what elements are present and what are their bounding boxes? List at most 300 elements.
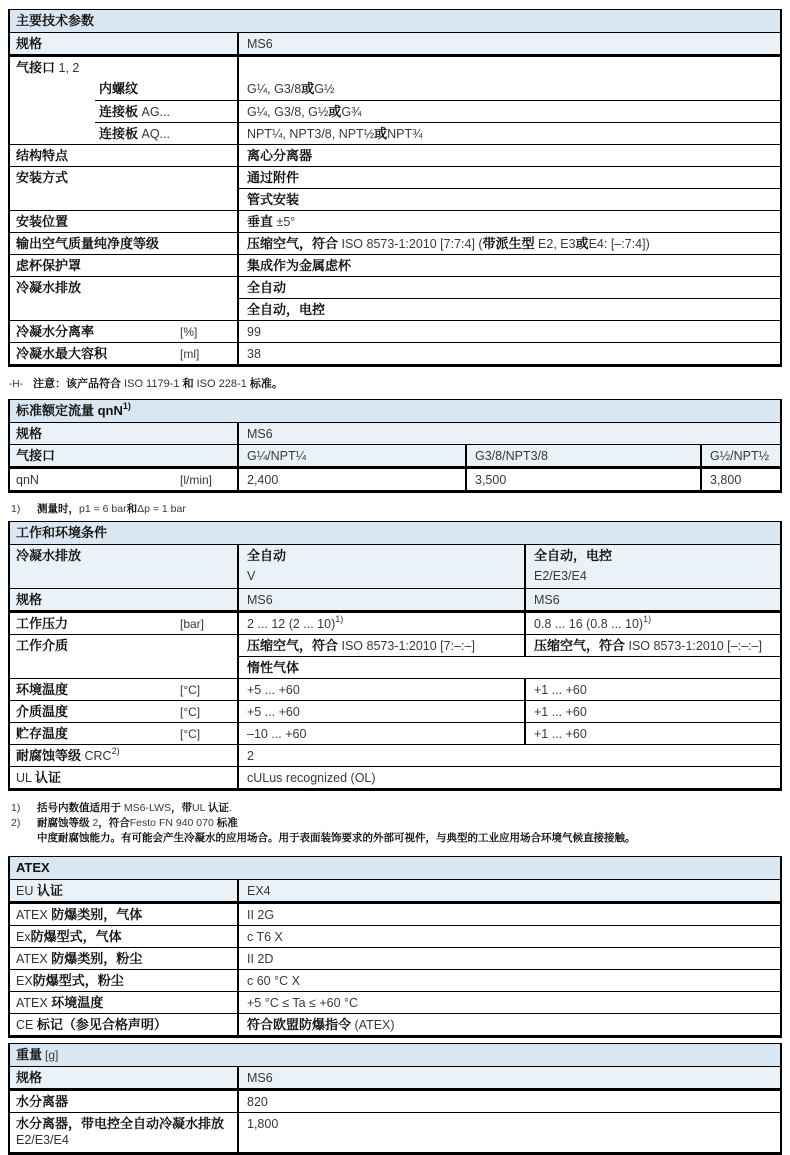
row-label: [95, 78, 237, 100]
latin-text-run: UL: [16, 771, 35, 785]
footnote-text: [37, 801, 232, 816]
section-title: [10, 400, 780, 422]
row-label-text: [16, 347, 107, 361]
value-text: –10 ... +60: [247, 727, 307, 741]
cjk-text-run: 通过附件: [247, 170, 300, 185]
value-cell: [237, 57, 780, 78]
cjk-text-run: 惰性气体: [247, 660, 300, 675]
value-cell: [524, 613, 780, 634]
cjk-text-run: 耐腐蚀等级: [37, 817, 90, 829]
cjk-text-run: 结构特点: [16, 148, 69, 163]
section-title-text: 工作和环境条件: [16, 525, 108, 540]
table-row: [10, 298, 780, 320]
cjk-text-run: 规格: [16, 1070, 43, 1085]
value-cell: [237, 613, 524, 634]
cjk-text-run: 和: [126, 503, 138, 515]
table-row: [10, 1088, 780, 1112]
value-cell: [237, 188, 780, 210]
cjk-text-run: 耐腐蚀等级: [16, 748, 82, 763]
row-label: [10, 445, 237, 466]
value-text: 2,400: [247, 473, 279, 487]
latin-text-run: ±5°: [273, 215, 296, 229]
value-cell: [700, 469, 780, 490]
row-label-text: [16, 1018, 167, 1032]
table-row: [10, 678, 780, 700]
row-label: [10, 656, 237, 678]
value-text: c 60 °C X: [247, 974, 300, 988]
iso-standards-note: [9, 377, 782, 392]
row-gutter: [10, 122, 95, 144]
row-label: [10, 233, 237, 254]
table-row: [10, 444, 780, 466]
latin-text-run: ISO 8573-1:2010 [7:7:4] (: [338, 237, 483, 251]
footnote-text: [37, 502, 186, 517]
table-row: [10, 610, 780, 634]
row-label: [10, 255, 237, 276]
row-label: [10, 904, 237, 925]
table-row: [10, 656, 780, 678]
table-row: [10, 422, 780, 444]
cjk-text-run: 认证: [35, 770, 62, 785]
table-row: [10, 466, 780, 490]
footnote: [9, 502, 782, 517]
cjk-text-run: 规格: [16, 36, 43, 51]
table-row: [10, 342, 780, 364]
value-text: 38: [247, 347, 261, 361]
row-label: [10, 167, 237, 188]
row-label-text: [16, 639, 68, 653]
table-row: [10, 122, 780, 144]
latin-text-run: AG...: [138, 105, 170, 119]
cjk-text-run: 防爆型式，粉尘: [32, 973, 124, 988]
table-row: [10, 276, 780, 298]
value-text: G½/NPT½: [710, 449, 770, 463]
value-cell: [237, 948, 780, 969]
value-cell: [237, 701, 524, 722]
cjk-text-run: 气接口: [16, 448, 56, 463]
table-row: [10, 254, 780, 276]
row-label: [10, 277, 237, 298]
table-row: [10, 232, 780, 254]
latin-text-run: Festo FN 940 070: [129, 817, 217, 829]
cjk-text-run: 规格: [16, 426, 43, 441]
cjk-text-run: 认证: [36, 883, 63, 898]
latin-text-run: MS6-LWS: [121, 802, 171, 814]
cjk-text-run: 括号内数值适用于: [37, 802, 121, 814]
section-title-superscript: 1): [122, 400, 131, 411]
unit-label: [ml]: [180, 347, 200, 361]
value-text-line2: E2/E3/E4: [534, 569, 587, 583]
value-text: [247, 171, 299, 185]
row-label: [10, 145, 237, 166]
value-cell: [700, 445, 780, 466]
footnote: [9, 816, 782, 831]
section-title-text: 重量: [16, 1047, 43, 1062]
value-text: 3,800: [710, 473, 742, 487]
row-label-text: [16, 237, 159, 251]
value-text-line2: V: [247, 569, 256, 583]
row-label: [10, 188, 237, 210]
cjk-text-run: 或: [374, 126, 388, 141]
value-cell: [524, 723, 780, 744]
row-label: [10, 992, 237, 1013]
cjk-text-run: 冷凝水最大容积: [16, 346, 108, 361]
table-row: [10, 78, 780, 100]
value-cell: [237, 656, 780, 678]
value-cell: [465, 445, 700, 466]
value-text: 2: [247, 749, 254, 763]
value-cell: [465, 469, 700, 490]
row-label: [10, 745, 237, 766]
latin-text-run: ISO 228-1: [193, 378, 250, 390]
value-text: [247, 127, 423, 141]
value-cell: [237, 635, 524, 656]
table-atex: [8, 856, 782, 1038]
footnote-number: 1): [11, 503, 21, 515]
row-label: [10, 948, 237, 969]
value-text: 2 ... 12 (2 ... 10): [247, 617, 336, 631]
value-text: MS6: [247, 37, 273, 51]
latin-text-run: CE: [16, 1018, 37, 1032]
value-cell: [237, 423, 780, 444]
table-main-specs: [8, 9, 782, 367]
row-label: [10, 211, 237, 232]
unit-label: [°C]: [180, 727, 201, 741]
cjk-text-run: 符合欧盟防爆指令: [247, 1017, 352, 1032]
row-label: [10, 701, 237, 722]
value-text: c T6 X: [247, 930, 283, 944]
footnote: [9, 801, 782, 816]
cjk-text-run: 全自动，电控: [534, 548, 613, 563]
latin-text-run: E2/E3/E4: [16, 1133, 69, 1147]
value-text: [247, 193, 299, 207]
value-cell: [237, 1067, 780, 1088]
table-row: [10, 879, 780, 901]
table-row: [10, 1013, 780, 1035]
cjk-text-run: 和: [182, 378, 194, 390]
row-label: [10, 589, 237, 610]
latin-text-run: EU: [16, 884, 37, 898]
latin-text-run: ISO 8573-1:2010 [7:–:–]: [338, 639, 475, 653]
table-row: [10, 544, 780, 588]
row-label-text: [16, 749, 112, 763]
cjk-text-run: 环境温度: [51, 995, 104, 1010]
row-label-text: [16, 996, 103, 1010]
table-row: [10, 100, 780, 122]
value-cell: [237, 992, 780, 1013]
cjk-text-run: 贮存温度: [16, 726, 69, 741]
cjk-text-run: 或: [575, 236, 589, 251]
unit-label: [°C]: [180, 683, 201, 697]
value-cell: [237, 321, 780, 342]
value-cell: [237, 277, 780, 298]
cjk-text-run: 中度耐腐蚀能力。有可能会产生冷凝水的应用场合。用于表面装饰要求的外部可视件，与典型的工业应用场合环境气候直接接触。: [37, 832, 636, 844]
table-row: [10, 744, 780, 766]
value-text: II 2D: [247, 952, 274, 966]
row-label-text: [16, 727, 68, 741]
cjk-text-run: 连接板: [99, 126, 139, 141]
value-text: II 2G: [247, 908, 275, 922]
row-label-text: [16, 1095, 68, 1109]
row-label: [10, 33, 237, 54]
row-label-text: [16, 593, 42, 607]
latin-text-run: EX: [16, 974, 33, 988]
value-cell: [237, 211, 780, 232]
row-label: [10, 423, 237, 444]
latin-text-run: p1 = 6 bar: [79, 503, 127, 515]
value-text: [247, 82, 334, 96]
latin-text-run: G½: [314, 82, 335, 96]
value-cell: [237, 545, 524, 588]
row-label: [10, 767, 237, 788]
row-label-text: [16, 149, 68, 163]
row-label-text: [99, 82, 138, 96]
value-text: +5 ... +60: [247, 705, 300, 719]
value-cell: [237, 1113, 780, 1152]
row-label: [10, 545, 237, 588]
footnote-text: [37, 816, 238, 831]
row-label-text: [16, 449, 55, 463]
table-operating-conditions: [8, 521, 782, 791]
value-text: MS6: [247, 427, 273, 441]
row-label-text: [16, 974, 124, 988]
row-label-text: [16, 549, 81, 563]
latin-text-run: NPT¾: [387, 127, 423, 141]
row-label-text: [16, 771, 61, 785]
table-row: [10, 320, 780, 342]
cjk-text-run: 工作压力: [16, 616, 69, 631]
value-text: [534, 549, 612, 563]
value-cell: [237, 469, 465, 490]
cjk-text-run: 标准: [216, 817, 238, 829]
table-row: [10, 700, 780, 722]
section-title: [10, 522, 780, 544]
table-row: [10, 925, 780, 947]
table-row: [10, 991, 780, 1013]
row-label: [10, 926, 237, 947]
table-row: [10, 1112, 780, 1152]
section-title-text: ATEX: [16, 860, 50, 875]
cjk-text-run: 水分离器: [16, 1094, 69, 1109]
value-text: MS6: [247, 1071, 273, 1085]
latin-text-run: G¾: [341, 105, 362, 119]
latin-text-run: AQ...: [138, 127, 170, 141]
latin-text-run: G¼, G3/8: [247, 82, 302, 96]
value-text: MS6: [534, 593, 560, 607]
table-nominal-flow: [8, 399, 782, 493]
latin-text-run: 2: [89, 817, 99, 829]
section-title: [10, 1044, 780, 1066]
value-text: EX4: [247, 884, 271, 898]
latin-text-run: E4: [–:7:4]): [588, 237, 650, 251]
value-cell: [237, 679, 524, 700]
value-text: 1,800: [247, 1117, 279, 1131]
row-label-text: qnN: [16, 473, 39, 487]
section-title-text: 主要技术参数: [16, 13, 95, 28]
footnote-number: 1): [11, 802, 21, 814]
unit-label: [bar]: [180, 617, 205, 631]
latin-text-run: CRC: [81, 749, 112, 763]
cjk-text-run: 工作介质: [16, 638, 69, 653]
table-row: [10, 1066, 780, 1088]
value-text: [247, 259, 351, 273]
cjk-text-run: 集成作为金属虑杯: [247, 258, 352, 273]
value-text: [247, 149, 312, 163]
value-text: G3/8/NPT3/8: [475, 449, 548, 463]
cjk-text-run: 全自动: [247, 280, 287, 295]
table-row: [10, 634, 780, 656]
latin-text-run: (ATEX): [351, 1018, 395, 1032]
cjk-text-run: 标准。: [249, 378, 283, 390]
footnote-number: [9, 831, 37, 846]
value-cell: [237, 233, 780, 254]
row-label-text: [16, 617, 68, 631]
value-text: +1 ... +60: [534, 705, 587, 719]
value-cell: [237, 78, 780, 100]
row-label: [10, 1067, 237, 1088]
cjk-text-run: 内螺纹: [99, 81, 139, 96]
value-cell: [237, 926, 780, 947]
row-label-text: [16, 427, 42, 441]
value-superscript: 1): [335, 613, 344, 624]
table-weight: [8, 1043, 782, 1155]
value-text: +5 °C ≤ Ta ≤ +60 °C: [247, 996, 359, 1010]
table-row: [10, 969, 780, 991]
row-label-text: [16, 1071, 42, 1085]
value-cell: [524, 635, 780, 656]
row-label-text: [99, 105, 170, 119]
cjk-text-run: 输出空气质量纯净度等级: [16, 236, 160, 251]
footnotes-operating-conditions: [9, 801, 782, 846]
cjk-text-run: 全自动: [247, 548, 287, 563]
row-label-text: [16, 259, 81, 273]
cjk-text-run: 全自动，电控: [247, 302, 326, 317]
latin-text-run: ATEX: [16, 996, 52, 1010]
row-label: [10, 1014, 237, 1035]
value-cell: [237, 445, 465, 466]
unit-label: [°C]: [180, 705, 201, 719]
row-label: [10, 1113, 237, 1152]
value-cell: [237, 904, 780, 925]
row-label-text: [16, 952, 142, 966]
value-text: 0.8 ... 16 (0.8 ... 10): [534, 617, 644, 631]
row-label: [95, 100, 237, 122]
cjk-text-run: 介质温度: [16, 704, 69, 719]
cjk-text-run: 管式安装: [247, 192, 300, 207]
latin-text-run: 1, 2: [55, 61, 80, 75]
value-text: [247, 661, 299, 675]
value-text: [247, 303, 325, 317]
row-label: [10, 970, 237, 991]
latin-text-run: ISO 8573-1:2010 [–:–:–]: [625, 639, 762, 653]
value-cell: [237, 767, 780, 788]
value-text: G¼/NPT¼: [247, 449, 307, 463]
value-cell: [237, 745, 780, 766]
section-title: [10, 10, 780, 32]
latin-text-run: ATEX: [16, 952, 52, 966]
value-text: +1 ... +60: [534, 683, 587, 697]
value-cell: [237, 970, 780, 991]
table-row: [10, 588, 780, 610]
value-cell: [237, 122, 780, 144]
cjk-text-run: 垂直: [247, 214, 274, 229]
value-text: [247, 639, 475, 653]
value-cell: [237, 723, 524, 744]
table-row: [10, 722, 780, 744]
cjk-text-run: 压缩空气，符合: [247, 638, 339, 653]
value-cell: [237, 33, 780, 54]
row-label: [10, 613, 237, 634]
value-cell: [237, 880, 780, 901]
table-row: [10, 54, 780, 78]
footnote-continuation: [9, 831, 782, 846]
latin-text-run: NPT¼, NPT3/8, NPT½: [247, 127, 375, 141]
row-label-text: [16, 171, 68, 185]
value-cell: [237, 167, 780, 188]
row-gutter: [10, 100, 95, 122]
row-label: [10, 1091, 237, 1112]
value-text: 820: [247, 1095, 268, 1109]
cjk-text-run: ，带: [170, 802, 192, 814]
cjk-text-run: 防爆型式，气体: [30, 929, 122, 944]
cjk-text-run: 或: [328, 104, 342, 119]
cjk-text-run: 冷凝水分离率: [16, 324, 95, 339]
row-gutter: [10, 78, 95, 100]
value-superscript: 1): [643, 613, 652, 624]
cjk-text-run: 测量时，: [37, 503, 79, 515]
row-label-text: [16, 1117, 224, 1147]
table-row: [10, 32, 780, 54]
value-text: MS6: [247, 593, 273, 607]
value-text: 3,500: [475, 473, 507, 487]
value-cell: [237, 100, 780, 122]
value-text: [247, 215, 295, 229]
row-label: [10, 679, 237, 700]
row-label-text: [99, 127, 170, 141]
latin-text-run: Δp = 1 bar: [137, 503, 186, 515]
value-text: [247, 549, 286, 563]
row-label-text: [16, 683, 68, 697]
row-label: [10, 880, 237, 901]
row-label-text: [16, 281, 81, 295]
value-cell: [237, 1091, 780, 1112]
value-text: [247, 237, 650, 251]
cjk-text-run: 防爆类别，气体: [51, 907, 143, 922]
cjk-text-run: 气接口: [16, 60, 56, 75]
row-label: [10, 343, 237, 364]
cjk-text-run: 认证: [207, 802, 229, 814]
latin-text-run: ISO 1179-1: [121, 378, 183, 390]
value-cell: [524, 589, 780, 610]
row-label-text: [16, 61, 79, 75]
table-row: [10, 188, 780, 210]
value-cell: [524, 679, 780, 700]
footnote-number: 2): [11, 817, 21, 829]
row-label: [10, 321, 237, 342]
value-text: +1 ... +60: [534, 727, 587, 741]
row-label-superscript: 2): [111, 745, 120, 756]
cjk-text-run: ，符合: [98, 817, 130, 829]
row-label-text: [16, 37, 42, 51]
latin-text-run: E2, E3: [534, 237, 576, 251]
table-row: [10, 166, 780, 188]
latin-text-run: UL: [191, 802, 208, 814]
cjk-text-run: 安装位置: [16, 214, 69, 229]
cjk-text-run: 水分离器，带电控全自动冷凝水排放: [16, 1116, 225, 1131]
value-cell: [524, 545, 780, 588]
cjk-text-run: 离心分离器: [247, 148, 313, 163]
value-text: [247, 281, 286, 295]
